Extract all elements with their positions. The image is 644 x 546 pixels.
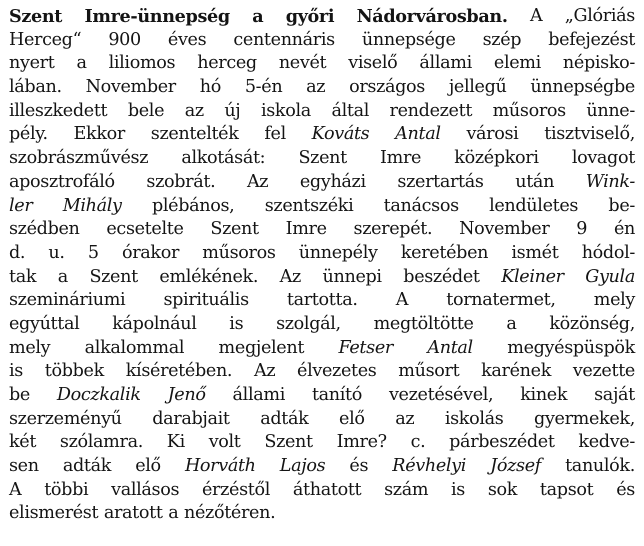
word: Imre? <box>336 432 387 453</box>
name-word: Mihály <box>62 195 122 216</box>
word: szemináriumi <box>9 290 126 311</box>
word: tartotta. <box>286 290 358 311</box>
word: egyúttal <box>9 313 80 334</box>
word: Szent <box>298 148 347 169</box>
word: keretében <box>400 242 489 263</box>
name-word: Révhelyi <box>392 456 467 477</box>
name-word: Doczkalik <box>56 385 141 405</box>
word: tapsot <box>539 479 594 500</box>
word: spirituális <box>163 290 249 311</box>
text-line <box>9 52 635 76</box>
word: középkori <box>454 148 539 169</box>
word: szentelték <box>150 124 239 145</box>
word: pély. <box>9 124 48 145</box>
word: A <box>395 290 409 311</box>
name-word: Kleiner <box>501 266 564 287</box>
word: szobrát. <box>146 171 216 192</box>
word: az <box>184 100 204 121</box>
word: A <box>9 479 22 500</box>
word: többek <box>44 361 104 382</box>
name-word: Horváth <box>184 456 256 477</box>
text-line <box>9 76 635 100</box>
word: iskola <box>260 100 311 121</box>
article-body <box>9 5 635 526</box>
word: szobrászművész <box>9 148 149 169</box>
word: Szent <box>264 432 313 453</box>
word: kápolnául <box>112 313 197 334</box>
name-word: ler <box>9 195 33 216</box>
word: ecsetelte <box>106 219 184 240</box>
word: szerepét. <box>353 219 433 240</box>
word: elő <box>135 456 161 477</box>
name-word: Wink- <box>585 171 635 192</box>
word: lovagot <box>571 148 635 169</box>
word: nevét <box>278 53 327 74</box>
word: és <box>349 456 369 477</box>
word: kedve- <box>578 432 635 453</box>
word: d. <box>9 242 26 263</box>
word: vezetésével, <box>388 385 494 405</box>
name-word: Antal <box>395 124 441 145</box>
word: aratott <box>103 503 163 524</box>
word: be- <box>608 195 635 216</box>
word: új <box>224 100 241 121</box>
word: népisko- <box>562 53 635 74</box>
text-line <box>9 218 635 242</box>
word: megtöltötte <box>373 313 474 334</box>
word: aposztrofáló <box>9 171 115 192</box>
word: sen <box>9 456 39 477</box>
word: elismerést <box>9 503 99 524</box>
word: „Glóriás <box>564 6 635 26</box>
word: Herceg“ <box>9 29 82 50</box>
word: darabjait <box>152 408 230 429</box>
word: éves <box>167 29 207 50</box>
word: is <box>229 313 244 334</box>
word: centennáris <box>233 29 335 50</box>
name-word: Lajos <box>279 456 326 477</box>
name-word: József <box>490 456 541 477</box>
heading-word: Szent <box>9 6 63 27</box>
word: után <box>515 171 555 192</box>
word: be <box>9 385 30 405</box>
text-line <box>9 242 635 266</box>
word: szerzeményű <box>9 408 122 429</box>
word: kinek <box>520 385 568 405</box>
word: nézőtéren. <box>183 503 276 524</box>
word: Az <box>253 361 276 382</box>
word: szólamra. <box>59 432 143 453</box>
word: adták <box>62 456 112 477</box>
word: műsort <box>398 361 460 382</box>
word: mely <box>593 290 635 311</box>
word: adták <box>260 408 309 429</box>
word: plébános, <box>151 195 235 216</box>
word: a <box>57 266 68 287</box>
word: alkotását: <box>181 148 266 169</box>
word: iskolás <box>444 408 504 429</box>
word: elemi <box>493 53 541 74</box>
word: kíséretében. <box>125 361 233 382</box>
word: állami <box>419 53 472 74</box>
text-line <box>9 455 635 479</box>
word: Imre <box>380 148 422 169</box>
word: viselő <box>348 53 398 74</box>
heading-word: Imre-ünnepség <box>84 6 230 27</box>
text-line <box>9 123 635 147</box>
word: az <box>395 408 415 429</box>
word: ünne- <box>586 100 635 121</box>
word: szertartás <box>397 171 484 192</box>
word: én <box>613 219 635 240</box>
word: emlékének. <box>159 266 259 287</box>
word: Imre <box>285 219 327 240</box>
word: órakor <box>121 242 180 263</box>
word: Ekkor <box>73 124 125 145</box>
word: beszédet <box>403 266 480 287</box>
word: illeszkedett <box>9 100 108 121</box>
word: hódol- <box>581 242 635 263</box>
text-line <box>9 337 635 361</box>
name-word: Fetser <box>338 337 393 358</box>
word: hó <box>199 77 221 98</box>
text-line <box>9 360 635 384</box>
word: lendületes <box>489 195 579 216</box>
text-line <box>9 171 635 195</box>
word: többi <box>44 479 89 500</box>
word: az <box>306 77 326 98</box>
word: befejezést <box>548 29 635 50</box>
word: és <box>616 479 635 500</box>
word: közönség, <box>549 313 635 334</box>
heading-word: a <box>252 6 264 27</box>
word: jellegű <box>448 77 507 98</box>
text-line <box>9 29 635 53</box>
word: országos <box>349 77 425 98</box>
text-line <box>9 195 635 219</box>
word: Ki <box>166 432 185 453</box>
name-word: Kováts <box>311 124 370 145</box>
word: tanító <box>311 385 363 405</box>
word: műsoros <box>202 242 276 263</box>
word: liliomos <box>108 53 176 74</box>
word: 5-én <box>244 77 283 98</box>
word: szám <box>384 479 429 500</box>
text-line <box>9 100 635 124</box>
word: ünnepségbe <box>530 77 635 98</box>
word: fel <box>264 124 286 145</box>
word: nyert <box>9 53 55 74</box>
word: által <box>331 100 369 121</box>
word: tisztviselő, <box>544 124 635 145</box>
word: ismét <box>511 242 559 263</box>
word: szédben <box>9 219 80 240</box>
word: élvezetes <box>297 361 377 382</box>
word: Szent <box>89 266 138 287</box>
word: ünnepély <box>298 242 378 263</box>
word: tak <box>9 266 37 287</box>
text-line <box>9 479 635 503</box>
text-line <box>9 313 635 337</box>
word: szentszéki <box>264 195 354 216</box>
word: November <box>459 219 550 240</box>
word: tornatermet, <box>446 290 556 311</box>
word: 5 <box>87 242 99 263</box>
name-word: Gyula <box>585 266 635 287</box>
word: két <box>9 432 37 453</box>
word: állami <box>232 385 285 405</box>
word: A <box>530 6 543 26</box>
text-line <box>9 408 635 432</box>
name-word: Jenő <box>167 385 206 405</box>
word: szolgál, <box>276 313 341 334</box>
article <box>9 5 635 526</box>
word: áthatott <box>292 479 362 500</box>
word: a <box>506 313 517 334</box>
word: megjelent <box>218 337 305 358</box>
word: vezette <box>572 361 635 382</box>
word: városi <box>466 124 519 145</box>
name-word: Antal <box>427 337 473 358</box>
word: vallásos <box>111 479 180 500</box>
word: mely <box>9 337 51 358</box>
word: is <box>9 361 23 382</box>
word: Az <box>246 171 269 192</box>
word: ünnepi <box>322 266 382 287</box>
word: megyéspüspök <box>507 337 635 358</box>
word: a <box>168 503 179 524</box>
text-line <box>9 384 635 408</box>
word: alkalommal <box>84 337 185 358</box>
word: műsoros <box>492 100 566 121</box>
word: rendezett <box>389 100 473 121</box>
word: érzéstől <box>202 479 271 500</box>
text-line <box>9 266 635 290</box>
text-line <box>9 502 635 526</box>
word: a <box>76 53 87 74</box>
word: elő <box>339 408 365 429</box>
word: bele <box>127 100 165 121</box>
word: herceg <box>197 53 257 74</box>
text-line <box>9 431 635 455</box>
text-line <box>9 147 635 171</box>
word: is <box>451 479 465 500</box>
word: Szent <box>210 219 259 240</box>
word: karének <box>481 361 552 382</box>
word: c. <box>410 432 426 453</box>
word: tanácsos <box>383 195 459 216</box>
heading-word: győri <box>285 6 335 27</box>
word: lában. <box>9 77 62 98</box>
word: gyermekek, <box>534 408 635 429</box>
word: sok <box>487 479 518 500</box>
word: u. <box>48 242 65 263</box>
heading-word: Nádorvárosban. <box>356 6 508 27</box>
word: saját <box>594 385 635 405</box>
word: 900 <box>108 29 141 50</box>
word: volt <box>208 432 241 453</box>
word: ünnepsége <box>361 29 456 50</box>
word: egyházi <box>299 171 366 192</box>
word: tanulók. <box>565 456 635 477</box>
word: párbeszédet <box>449 432 555 453</box>
word: November <box>85 77 176 98</box>
word: 9 <box>576 219 588 240</box>
word: szép <box>482 29 522 50</box>
word: Az <box>279 266 301 287</box>
text-line <box>9 289 635 313</box>
heading-line <box>9 5 635 29</box>
